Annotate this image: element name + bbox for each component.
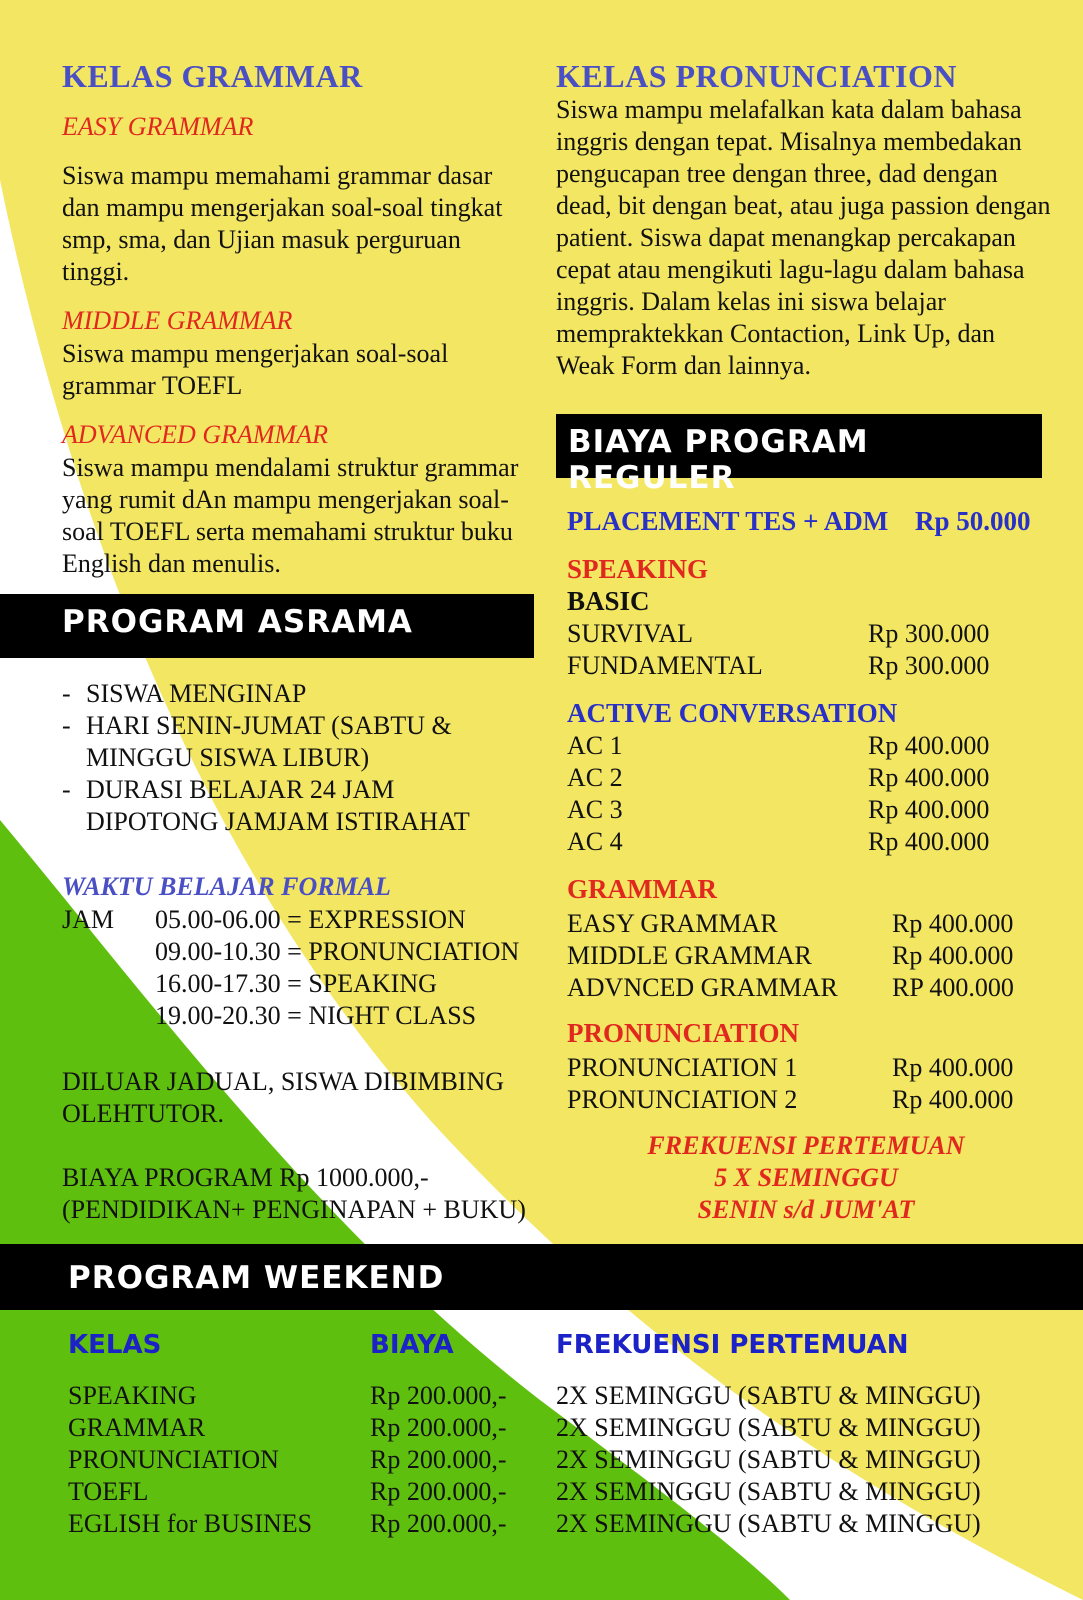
list-item: - DURASI BELAJAR 24 JAM DIPOTONG JAMJAM ISTIRAHAT [62,774,502,838]
weekend-biaya: Rp 200.000,- [370,1445,507,1474]
price-row [567,1052,1047,1084]
weekend-biaya: Rp 200.000,- [370,1381,507,1410]
program-asrama-banner: PROGRAM ASRAMA [0,594,534,658]
price-row-value: Rp 300.000 [868,619,990,648]
table-row [68,1444,1068,1476]
asrama-cost [62,1162,526,1226]
grammar-price-list [567,908,1047,1004]
placement-label: PLACEMENT TES + ADM [567,506,889,536]
weekend-kelas: SPEAKING [68,1381,197,1410]
price-row [567,940,1047,972]
price-row [567,908,1047,940]
weekend-biaya: Rp 200.000,- [370,1477,507,1506]
advanced-grammar-label: ADVANCED GRAMMAR [62,420,328,449]
price-row-value: RP 400.000 [892,973,1014,1002]
list-item: - HARI SENIN-JUMAT (SABTU & MINGGU SISWA LIBUR) [62,710,502,774]
schedule-item: 05.00-06.00 = EXPRESSION [155,905,466,934]
table-row [68,1412,1068,1444]
weekend-biaya: Rp 200.000,- [370,1509,507,1538]
weekend-kelas: TOEFL [68,1477,149,1506]
weekend-kelas: PRONUNCIATION [68,1445,279,1474]
placement-price: Rp 50.000 [915,506,1031,536]
schedule-item: 16.00-17.30 = SPEAKING [155,969,437,998]
schedule-item: 09.00-10.30 = PRONUNCIATION [155,937,520,966]
asrama-bullets [62,678,502,838]
jam-label: JAM [62,905,115,934]
table-row [68,1508,1068,1540]
price-row-value: Rp 400.000 [892,909,1014,938]
easy-grammar-label: EASY GRAMMAR [62,112,254,141]
middle-grammar-label: MIDDLE GRAMMAR [62,306,293,335]
price-row-value: Rp 400.000 [892,1053,1014,1082]
price-row-name: AC 3 [567,795,623,824]
price-row-name: EASY GRAMMAR [567,909,778,938]
table-row [68,1476,1068,1508]
frequency-line: FREKUENSI PERTEMUAN [647,1131,965,1160]
asrama-cost-line: (PENDIDIKAN+ PENGINAPAN + BUKU) [62,1195,526,1224]
price-row [567,972,1047,1004]
weekend-kelas: GRAMMAR [68,1413,206,1442]
price-row-value: Rp 400.000 [868,795,990,824]
price-row-value: Rp 400.000 [892,941,1014,970]
price-row [567,794,1047,826]
ac-list [567,730,1047,858]
pronunciation-title: KELAS PRONUNCIATION [556,58,957,94]
weekend-freq: 2X SEMINGGU (SABTU & MINGGU) [556,1413,981,1442]
schedule-item: 19.00-20.30 = NIGHT CLASS [155,1001,477,1030]
weekend-freq: 2X SEMINGGU (SABTU & MINGGU) [556,1477,981,1506]
price-row [567,1084,1047,1116]
table-row [68,1380,1068,1412]
pronunciation-price-title: PRONUNCIATION [567,1018,800,1048]
weekend-freq: 2X SEMINGGU (SABTU & MINGGU) [556,1381,981,1410]
weekend-freq: 2X SEMINGGU (SABTU & MINGGU) [556,1509,981,1538]
easy-grammar-text: Siswa mampu memahami grammar dasar dan mampu mengerjakan soal-soal tingkat smp, sma, dan Ujian masuk perguruan tinggi. [62,161,503,286]
schedule-title: WAKTU BELAJAR FORMAL [62,872,391,901]
weekend-biaya: Rp 200.000,- [370,1413,507,1442]
price-row [567,730,1047,762]
price-row-value: Rp 400.000 [868,763,990,792]
speaking-title: SPEAKING [567,554,709,584]
asrama-note: DILUAR JADUAL, SISWA DIBIMBING OLEHTUTOR. [62,1067,504,1128]
price-row-value: Rp 400.000 [868,731,990,760]
price-row-value: Rp 400.000 [868,827,990,856]
price-row-name: AC 1 [567,731,623,760]
grammar-title: KELAS GRAMMAR [62,58,363,94]
ac-title: ACTIVE CONVERSATION [567,698,898,728]
price-row [567,826,1047,858]
pronunciation-text: Siswa mampu melafalkan kata dalam bahasa inggris dengan tepat. Misalnya membedakan pengucapan tree dengan three, dad dengan dead, bit dengan beat, atau juga passion dengan patient. Siswa dapat menangkap percakapan cepat atau mengikuti lagu-lagu dalam bahasa inggris. Dalam kelas ini siswa belajar mempraktekkan Contaction, Link Up, dan Weak Form dan lainnya. [556,95,1051,380]
price-row-name: AC 2 [567,763,623,792]
weekend-col-biaya: BIAYA [370,1330,454,1360]
price-row [567,650,1047,682]
price-row-name: MIDDLE GRAMMAR [567,941,812,970]
basic-list [567,618,1047,682]
biaya-reguler-banner: BIAYA PROGRAM REGULER [556,414,1042,478]
price-row-name: AC 4 [567,827,623,856]
frequency-line: SENIN s/d JUM'AT [697,1195,915,1224]
pronunciation-price-list [567,1052,1047,1116]
advanced-grammar-text: Siswa mampu mendalami struktur grammar yang rumit dAn mampu mengerjakan soal-soal TOEFL serta memahami struktur buku English dan menulis. [62,453,519,578]
frequency-note [556,1130,1056,1226]
price-row-name: SURVIVAL [567,619,694,648]
price-row [567,762,1047,794]
price-row-name: PRONUNCIATION 2 [567,1085,798,1114]
grammar-price-title: GRAMMAR [567,874,717,904]
weekend-freq: 2X SEMINGGU (SABTU & MINGGU) [556,1445,981,1474]
list-item: - SISWA MENGINAP [62,678,502,710]
price-row [567,618,1047,650]
price-row-value: Rp 300.000 [868,651,990,680]
schedule-list [155,904,519,1032]
asrama-cost-line: BIAYA PROGRAM Rp 1000.000,- [62,1163,429,1192]
price-row-name: FUNDAMENTAL [567,651,763,680]
price-row-value: Rp 400.000 [892,1085,1014,1114]
weekend-col-frekuensi: FREKUENSI PERTEMUAN [556,1330,909,1360]
middle-grammar-text: Siswa mampu mengerjakan soal-soal grammar TOEFL [62,339,449,400]
price-row-name: ADVNCED GRAMMAR [567,973,838,1002]
price-row-name: PRONUNCIATION 1 [567,1053,798,1082]
weekend-kelas: EGLISH for BUSINES [68,1509,313,1538]
weekend-col-kelas: KELAS [68,1330,162,1360]
frequency-line: 5 X SEMINGGU [714,1163,898,1192]
basic-title: BASIC [567,586,650,616]
weekend-table [68,1380,1068,1540]
program-weekend-banner: PROGRAM WEEKEND [68,1260,445,1296]
